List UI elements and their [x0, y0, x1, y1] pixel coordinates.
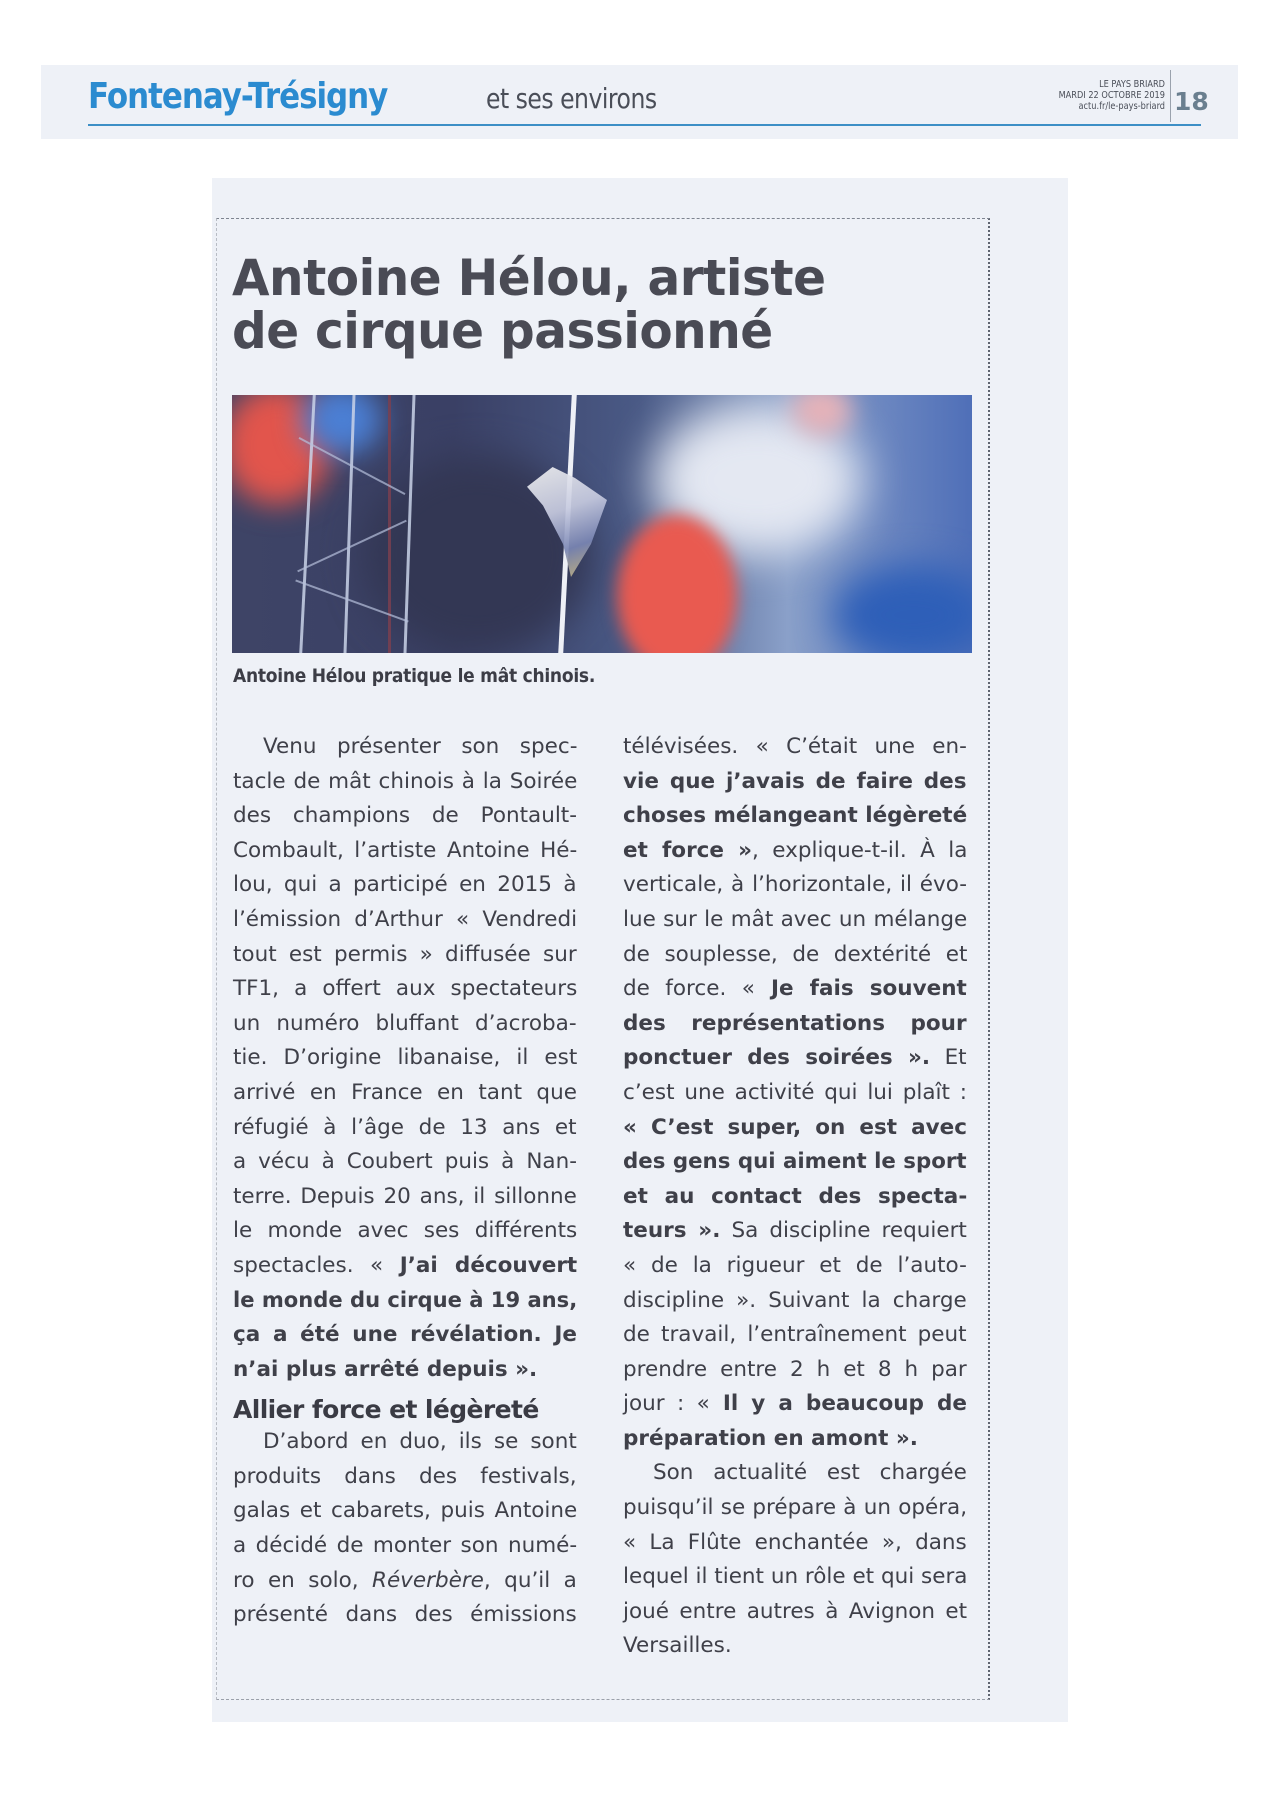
text-line: réfugié à l’âge de 13 ans et — [233, 1114, 577, 1140]
text-line: un numéro bluffant d’acroba- — [233, 1010, 577, 1036]
text-line: joué entre autres à Avignon et — [623, 1598, 968, 1624]
text-line: vie que j’avais de faire des — [623, 768, 967, 794]
article-column-left — [233, 730, 577, 1633]
text-line: « de la rigueur et de l’auto- — [623, 1252, 967, 1278]
text-line: télévisées. « C’était une en- — [623, 734, 967, 759]
text-line: arrivé en France en tant que — [233, 1079, 577, 1105]
article-headline — [232, 249, 911, 360]
italic-title: Réverbère — [372, 1567, 484, 1593]
publication-date: MARDI 22 OCTOBRE 2019 — [1058, 90, 1165, 101]
text-line: et force », explique-t-il. À la — [623, 837, 968, 863]
text-line: choses mélangeant légèreté — [623, 803, 968, 829]
headline-line-2: de cirque passionné — [232, 302, 773, 360]
article-photo — [232, 395, 972, 653]
article-subheading: Allier force et légèreté — [233, 1395, 539, 1425]
headline-line-1: Antoine Hélou, artiste — [232, 249, 826, 307]
text-line: des champions de Pontault- — [233, 803, 577, 829]
publication-website: actu.fr/le-pays-briard — [1078, 101, 1165, 112]
text-line: a décidé de monter son numé- — [233, 1533, 578, 1559]
article-column-right — [623, 730, 967, 1664]
header-separator — [1170, 70, 1171, 122]
text-line: des gens qui aiment le sport — [623, 1149, 967, 1175]
text-line: tacle de mât chinois à la Soirée — [233, 768, 578, 794]
text-line: a vécu à Coubert puis à Nan- — [233, 1149, 577, 1175]
section-subtitle: et ses environs — [486, 82, 657, 115]
text-line: « La Flûte enchantée », dans — [623, 1529, 967, 1555]
text-line: verticale, à l’horizontale, il évo- — [623, 872, 968, 898]
text-line: lue sur le mât avec un mélange — [623, 906, 968, 932]
text-line: teurs ». Sa discipline requiert — [623, 1218, 967, 1244]
text-line: puisqu’il se prépare à un opéra, — [623, 1495, 968, 1521]
text-line: lequel il tient un rôle et qui sera — [623, 1564, 968, 1590]
text-line: n’ai plus arrêté depuis ». — [233, 1356, 538, 1382]
text-line: de force. « Je fais souvent — [623, 976, 967, 1002]
text-line: galas et cabarets, puis Antoine — [233, 1498, 578, 1524]
text-line: ponctuer des soirées ». Et — [623, 1045, 967, 1071]
text-line: et au contact des specta- — [623, 1183, 968, 1209]
text-line: le monde du cirque à 19 ans, — [233, 1287, 578, 1313]
text-line: discipline ». Suivant la charge — [623, 1287, 967, 1313]
text-line: prendre entre 2 h et 8 h par — [623, 1356, 967, 1382]
text-line: l’émission d’Arthur « Vendredi — [233, 906, 578, 932]
text-line: ça a été une révélation. Je — [233, 1322, 577, 1348]
text-line: de travail, l’entraînement peut — [623, 1322, 967, 1348]
text-line: Combault, l’artiste Antoine Hé- — [233, 837, 578, 863]
photo-caption: Antoine Hélou pratique le mât chinois. — [233, 665, 596, 687]
text-line: spectacles. « J’ai découvert — [233, 1252, 578, 1278]
text-line: ro en solo, Réverbère, qu’il a — [233, 1567, 577, 1593]
text-line: Venu présenter son spec- — [263, 734, 578, 759]
text-line: présenté dans des émissions — [233, 1602, 577, 1628]
text-line: le monde avec ses différents — [233, 1218, 578, 1244]
text-line: « C’est super, on est avec — [623, 1114, 967, 1140]
text-line: tie. D’origine libanaise, il est — [233, 1045, 578, 1071]
text-line: de souplesse, de dextérité et — [623, 941, 968, 967]
text-line: Versailles. — [623, 1633, 732, 1659]
text-line: des représentations pour — [623, 1010, 967, 1036]
text-line: TF1, a offert aux spectateurs — [233, 976, 578, 1002]
text-line: produits dans des festivals, — [233, 1463, 577, 1489]
text-line: préparation en amont ». — [623, 1425, 918, 1451]
text-line: jour : « Il y a beaucoup de — [623, 1391, 967, 1417]
text-line: D’abord en duo, ils se sont — [263, 1429, 577, 1455]
section-title: Fontenay-Trésigny — [88, 76, 388, 117]
page-number: 18 — [1174, 87, 1209, 116]
text-line: lou, qui a participé en 2015 à — [233, 872, 577, 898]
quote-bold: J’ai découvert — [399, 1252, 578, 1278]
text-line: terre. Depuis 20 ans, il sillonne — [233, 1183, 577, 1209]
text-line: tout est permis » diffusée sur — [233, 941, 577, 967]
text-line: Son actualité est chargée — [653, 1460, 967, 1486]
header-divider — [88, 124, 1201, 126]
publication-info — [1038, 79, 1165, 112]
text-line: c’est une activité qui lui plaît : — [623, 1079, 968, 1105]
publication-name: LE PAYS BRIARD — [1099, 79, 1165, 90]
